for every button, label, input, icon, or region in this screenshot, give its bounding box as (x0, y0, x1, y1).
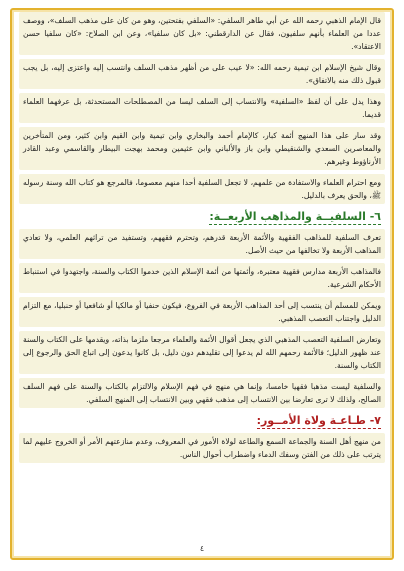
section-heading-7-text: ٧- طـاعـة ولاة الأمــور: (256, 414, 381, 427)
paragraph: ويمكن للمسلم أن ينتسب إلى أحد المذاهب الأربعة في الفروع، فيكون حنفيا أو مالكيا أو شافعيا أو حنبليا، مع التزام الدليل واجتناب التعصب المذهبي. (19, 297, 385, 327)
paragraph: وقد سار على هذا المنهج أئمة كبار، كالإمام أحمد والبخاري وابن تيمية وابن القيم وابن كثير، ومن المتأخرين والمعاصرين السعدي والشنقيطي وابن باز والألباني وابن عثيمين ومحمد بهجت البيطار والقاسمي وعبد القادر الأرناؤوط وغيرهم. (19, 127, 385, 170)
paragraph: وقال شيخ الإسلام ابن تيمية رحمه الله: «لا عيب على من أظهر مذهب السلف وانتسب إليه واعتزى إليه، بل يجب قبول ذلك منه بالاتفاق». (19, 59, 385, 89)
section-heading-6-text: ٦- السلفيــة والمذاهب الأربعــة: (209, 210, 381, 223)
paragraph: من منهج أهل السنة والجماعة السمع والطاعة لولاة الأمور في المعروف، وعدم منازعتهم الأمر أو الخروج عليهم لما يترتب على ذلك من الفتن وسفك الدماء واضطراب أحوال الناس. (19, 433, 385, 463)
paragraph: وهذا يدل على أن لفظ «السلفية» والانتساب إلى السلف ليسا من المصطلحات المستحدثة، بل عرفهما العلماء قديما. (19, 93, 385, 123)
paragraph: فالمذاهب الأربعة مدارس فقهية معتبرة، وأئمتها من أئمة الإسلام الذين خدموا الكتاب والسنة، واجتهدوا في استنباط الأحكام الشرعية. (19, 263, 385, 293)
page-content (19, 12, 385, 467)
paragraph: قال الإمام الذهبي رحمه الله عن أبي طاهر السلفي: «السلفي بفتحتين، وهو من كان على مذهب السلف»، ووصف عددا من العلماء بأنهم سلفيون، فقال عن الدارقطني: «بل كان سلفيا»، وعن ابن الصلاح: «كان سلفيا حسن الاعتقاد». (19, 12, 385, 55)
section-heading-6 (19, 210, 385, 223)
paragraph: وتعارض السلفية التعصب المذهبي الذي يجعل أقوال الأئمة والعلماء مرجعا ملزما بذاته، ويقدمها على الكتاب والسنة عند ظهور الدليل؛ فالأئمة رحمهم الله لم يدعوا إلى تقليدهم دون دليل، بل كانوا يدعون إلى اتباع الحق والرجوع إلى الكتاب والسنة. (19, 331, 385, 374)
page-number: ٤ (199, 544, 205, 553)
paragraph: ومع احترام العلماء والاستفادة من علمهم، لا تجعل السلفية أحدا منهم معصوما، فالمرجع هو كتاب الله وسنة رسوله ﷺ، والحق يعرف بالدليل. (19, 174, 385, 204)
paragraph: والسلفية ليست مذهبا فقهيا خامسا، وإنما هي منهج في فهم الإسلام والالتزام بالكتاب والسنة على فهم السلف الصالح، ولذلك لا ترى تعارضا بين الانتساب إلى مذهب فقهي وبين الانتساب إلى المنهج السلفي. (19, 378, 385, 408)
paragraph: تعرف السلفية للمذاهب الفقهية والأئمة الأربعة قدرهم، وتحترم فقههم، وتستفيد من تراثهم العلمي، ولا تعادي المذاهب الأربعة ولا تخالفها من حيث الأصل. (19, 229, 385, 259)
section-heading-7 (19, 414, 385, 427)
